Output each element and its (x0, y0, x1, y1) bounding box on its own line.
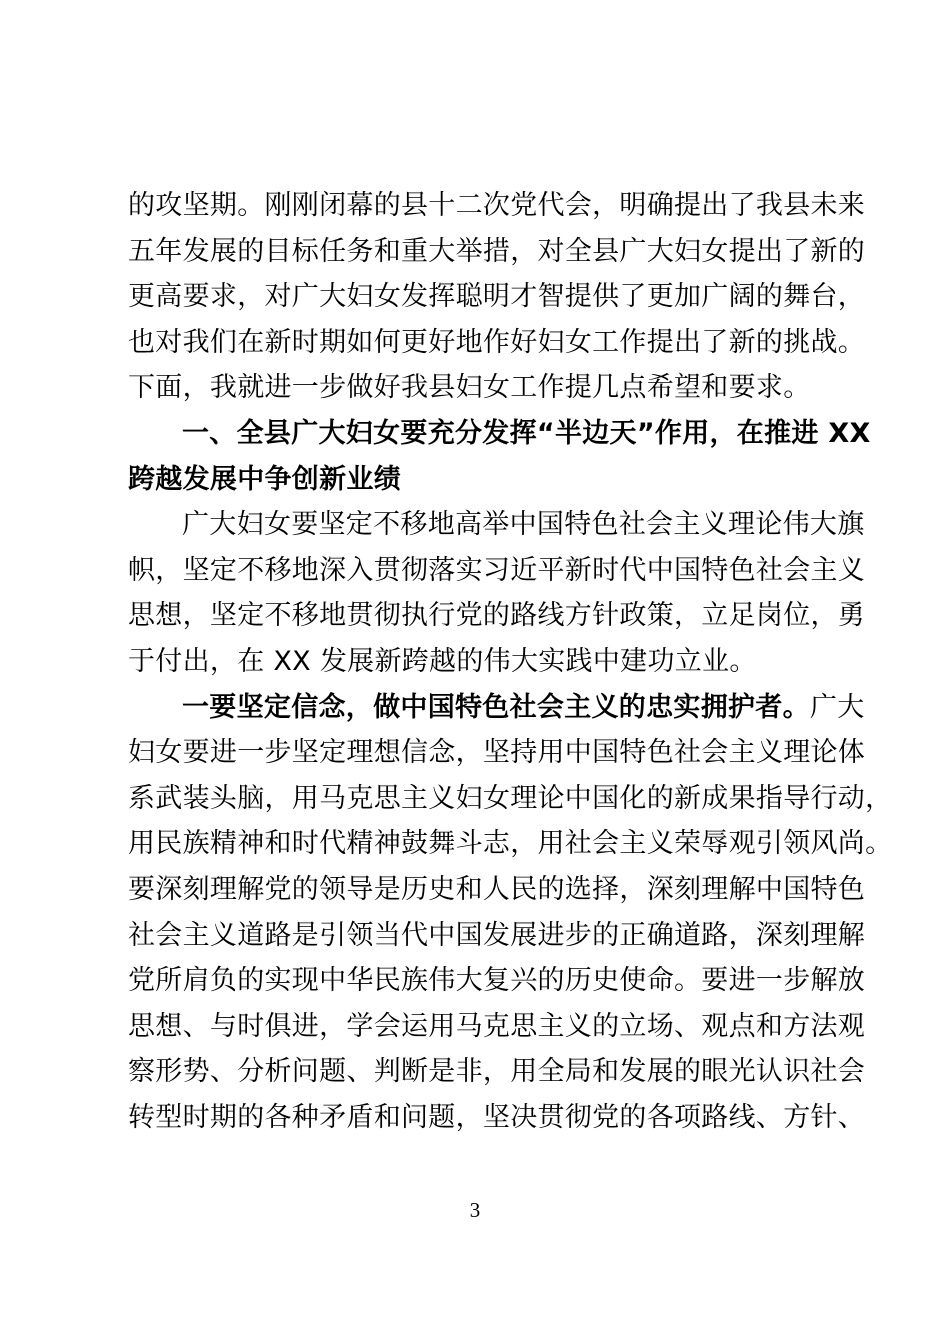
text-line: 也对我们在新时期如何更好地作好妇女工作提出了新的挑战。 (128, 326, 866, 358)
section-heading-line-2: 跨越发展中争创新业绩 (128, 463, 401, 495)
paragraph-line: 要深刻理解党的领导是历史和人民的选择，深刻理解中国特色 (128, 873, 866, 905)
paragraph-line: 党所肩负的实现中华民族伟大复兴的历史使命。要进一步解放 (128, 965, 866, 997)
paragraph-line: 社会主义道路是引领当代中国发展进步的正确道路，深刻理解 (128, 919, 866, 951)
section-heading-line-1: 一、全县广大妇女要充分发挥“半边天”作用，在推进 XX (182, 417, 871, 449)
paragraph-line: 转型时期的各种矛盾和问题，坚决贯彻党的各项路线、方针、 (128, 1101, 866, 1133)
text-line: 更高要求，对广大妇女发挥聪明才智提供了更加广阔的舞台， (128, 281, 866, 313)
body-text (128, 183, 893, 1140)
paragraph-line: 思想，坚定不移地贯彻执行党的路线方针政策，立足岗位，勇 (128, 600, 866, 632)
paragraph-bold-lead: 一要坚定信念，做中国特色社会主义的忠实拥护者。 (182, 691, 810, 723)
paragraph-lead-rest: 广大 (809, 691, 865, 723)
paragraph-line: 用民族精神和时代精神鼓舞斗志，用社会主义荣辱观引领风尚。 (128, 828, 893, 860)
page-number: 3 (469, 1198, 481, 1222)
paragraph-line: 于付出，在 XX 发展新跨越的伟大实践中建功立业。 (128, 645, 757, 677)
text-line: 的攻坚期。刚刚闭幕的县十二次党代会，明确提出了我县未来 (128, 190, 866, 221)
text-line: 五年发展的目标任务和重大举措，对全县广大妇女提出了新的 (128, 235, 866, 267)
paragraph-line: 广大妇女要坚定不移地高举中国特色社会主义理论伟大旗 (182, 509, 865, 541)
paragraph-line: 察形势、分析问题、判断是非，用全局和发展的眼光认识社会 (128, 1056, 866, 1088)
text-line: 下面，我就进一步做好我县妇女工作提几点希望和要求。 (128, 372, 811, 404)
paragraph-line: 思想、与时俱进，学会运用马克思主义的立场、观点和方法观 (128, 1010, 866, 1042)
paragraph-first-line (128, 685, 865, 731)
paragraph-line: 帜，坚定不移地深入贯彻落实习近平新时代中国特色社会主义 (128, 554, 866, 586)
paragraph-line: 妇女要进一步坚定理想信念，坚持用中国特色社会主义理论体 (128, 737, 866, 769)
paragraph-line: 系武装头脑，用马克思主义妇女理论中国化的新成果指导行动， (128, 782, 893, 814)
